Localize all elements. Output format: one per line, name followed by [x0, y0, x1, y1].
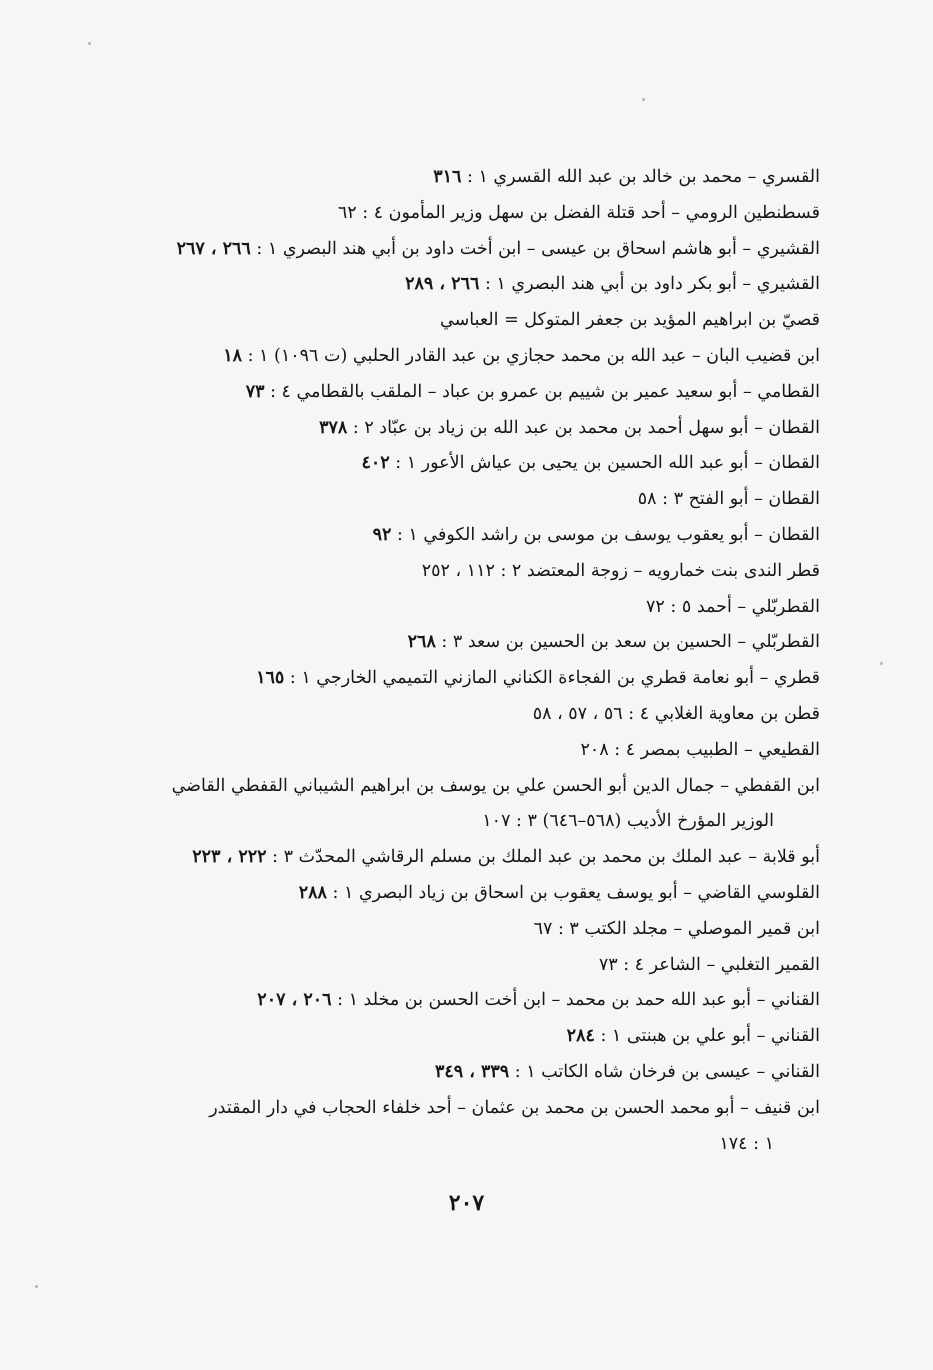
index-entry — [150, 375, 820, 411]
index-entry — [150, 160, 820, 196]
page-number: ٢٠٧ — [448, 1190, 485, 1216]
entry-text: القطان – أبو سهل أحمد بن محمد بن عبد الله بن زياد بن عبّاد ٢ : — [347, 417, 820, 438]
entry-ref: ٣٧٨ — [319, 417, 348, 438]
entry-text: القطربّلي – الحسين بن سعد بن الحسين بن سعد ٣ : — [435, 632, 820, 653]
index-entry — [150, 339, 820, 375]
entry-text: القناني – عيسى بن فرخان شاه الكاتب ١ : — [509, 1061, 820, 1082]
entry-text: القطان – أبو عبد الله الحسين بن يحيى بن عياش الأعور ١ : — [389, 453, 820, 474]
entry-continuation: الوزير المؤرخ الأديب (٥٦٨–٦٤٦) ٣ : ١٠٧ — [482, 811, 774, 832]
index-entry — [150, 983, 820, 1019]
entry-text: قطر الندى بنت خمارويه – زوجة المعتضد ٢ : ١١٢ ، ٢٥٢ — [421, 560, 820, 581]
entry-ref: ٩٢ — [372, 524, 392, 545]
entry-text: القطربّلي – أحمد ٥ : ٧٢ — [646, 596, 820, 617]
entry-ref: ٣٣٩ ، ٣٤٩ — [434, 1061, 510, 1082]
index-entry — [150, 948, 820, 984]
entry-ref: ٧٣ — [245, 381, 265, 402]
index-entry — [150, 267, 820, 303]
index-entry — [150, 1019, 820, 1055]
index-entry — [150, 625, 820, 661]
entry-ref: ٢٦٦ ، ٢٦٧ — [176, 238, 251, 259]
entry-ref: ٢٦٨ — [407, 632, 436, 653]
entry-text: ابن قنيف – أبو محمد الحسن بن محمد بن عثمان – أحد خلفاء الحجاب في دار المقتدر — [209, 1097, 820, 1118]
entry-ref: ٢٢٢ ، ٢٢٣ — [192, 847, 267, 868]
index-page — [150, 160, 820, 1162]
entry-ref: ٢٨٤ — [566, 1026, 595, 1047]
entry-text: القناني – أبو عبد الله حمد بن محمد – ابن أخت الحسن بن مخلد ١ : — [331, 990, 820, 1011]
paper-speck — [88, 42, 91, 45]
entry-continuation: ١ : ١٧٤ — [719, 1133, 774, 1154]
index-entry — [150, 232, 820, 268]
entry-text: القشيري – أبو بكر داود بن أبي هند البصري ١ : — [479, 274, 820, 295]
entry-ref: ٤٠٢ — [361, 453, 390, 474]
entry-text: ابن قمير الموصلي – مجلد الكتب ٣ : ٦٧ — [533, 918, 820, 939]
index-entry — [150, 482, 820, 518]
index-entry — [150, 590, 820, 626]
index-entry — [150, 1055, 820, 1091]
entry-ref: ٢٦٦ ، ٢٨٩ — [405, 274, 480, 295]
index-entry — [150, 912, 820, 948]
entry-text: ابن قضيب البان – عبد الله بن محمد حجازي بن عبد القادر الحلبي (ت ١٠٩٦) ١ : — [242, 345, 820, 366]
entry-text: قصيّ بن ابراهيم المؤيد بن جعفر المتوكل = العباسي — [440, 310, 820, 331]
index-entry — [150, 733, 820, 769]
index-entry — [150, 303, 820, 339]
entry-text: القشيري – أبو هاشم اسحاق بن عيسى – ابن أخت داود بن أبي هند البصري ١ : — [250, 238, 820, 259]
entry-text: قطري – أبو نعامة قطري بن الفجاءة الكناني المازني التميمي الخارجي ١ : — [284, 668, 820, 689]
entry-text: القمير التغلبي – الشاعر ٤ : ٧٣ — [598, 954, 820, 975]
index-entry — [150, 769, 820, 841]
index-entry — [150, 446, 820, 482]
entry-text: القناني – أبو علي بن هبنتى ١ : — [594, 1026, 820, 1047]
entry-text: أبو قلابة – عبد الملك بن محمد بن عبد الملك بن مسلم الرقاشي المحدّث ٣ : — [266, 847, 820, 868]
entry-text: القسري – محمد بن خالد بن عبد الله القسري ١ : — [461, 167, 820, 187]
entry-text: قطن بن معاوية الغلابي ٤ : ٥٦ ، ٥٧ ، ٥٨ — [532, 703, 820, 724]
entry-text: القلوسي القاضي – أبو يوسف يعقوب بن اسحاق بن زياد البصري ١ : — [326, 882, 820, 903]
entry-ref: ١٦٥ — [256, 668, 285, 689]
entry-text: القطامي – أبو سعيد عمير بن شييم بن عمرو بن عباد – الملقب بالقطامي ٤ : — [264, 381, 820, 402]
entry-text: قسطنطين الرومي – أحد قتلة الفضل بن سهل وزير المأمون ٤ : ٦٢ — [337, 202, 820, 223]
entry-text: ابن القفطي – جمال الدين أبو الحسن علي بن يوسف بن ابراهيم الشيباني القفطي القاضي — [171, 775, 820, 796]
index-entry — [150, 196, 820, 232]
entry-text: القطان – أبو الفتح ٣ : ٥٨ — [637, 489, 820, 510]
index-entry — [150, 554, 820, 590]
entry-text: القطيعي – الطبيب بمصر ٤ : ٢٠٨ — [580, 739, 820, 760]
index-entry — [150, 876, 820, 912]
index-entry — [150, 411, 820, 447]
entry-ref: ٢٨٨ — [298, 882, 327, 903]
entry-ref: ٢٠٦ ، ٢٠٧ — [257, 990, 332, 1011]
index-entry — [150, 697, 820, 733]
paper-speck — [35, 1285, 38, 1288]
index-entry — [150, 840, 820, 876]
entry-text: القطان – أبو يعقوب يوسف بن موسى بن راشد الكوفي ١ : — [391, 524, 820, 545]
index-entry — [150, 518, 820, 554]
entry-ref: ٣١٦ — [433, 167, 462, 187]
index-entry — [150, 661, 820, 697]
paper-speck — [642, 98, 645, 101]
paper-speck — [880, 662, 883, 665]
entry-ref: ١٨ — [223, 345, 242, 366]
index-entry — [150, 1091, 820, 1163]
